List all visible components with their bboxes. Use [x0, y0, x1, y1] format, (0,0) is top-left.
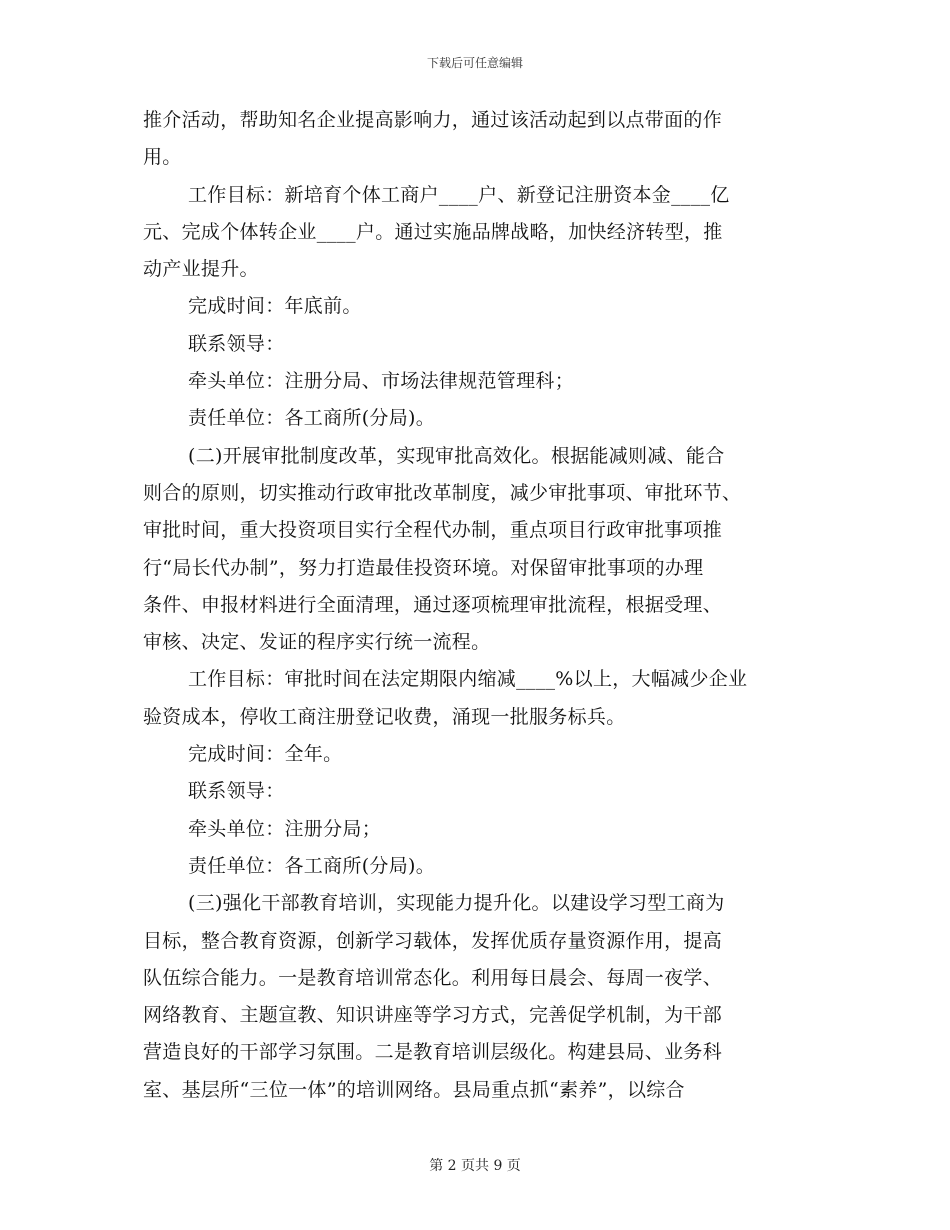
text-line: 室、基层所“三位一体”的培训网络。县局重点抓“素养”，以综合: [143, 1078, 685, 1101]
text-line: 工作目标：新培育个体工商户____户、新登记注册资本金____亿: [188, 183, 730, 206]
text-line: 则合的原则，切实推动行政审批改革制度，减少审批事项、审批环节、: [143, 481, 742, 504]
page-footer: 第 2 页共 9 页: [429, 1158, 521, 1174]
text-line: 动产业提升。: [143, 258, 259, 281]
text-line: 推介活动，帮助知名企业提高影响力，通过该活动起到以点带面的作: [143, 109, 723, 131]
text-line: 联系领导：: [188, 780, 285, 803]
text-line: 责任单位：各工商所(分局)。: [188, 854, 436, 877]
text-line: 验资成本，停收工商注册登记收费，涌现一批服务标兵。: [143, 705, 626, 728]
text-line: 网络教育、主题宣教、知识讲座等学习方式，完善促学机制，为干部: [143, 1004, 723, 1027]
text-line: 条件、申报材料进行全面清理，通过逐项梳理审批流程，根据受理、: [143, 593, 723, 616]
text-line: 队伍综合能力。一是教育培训常态化。利用每日晨会、每周一夜学、: [143, 966, 723, 989]
text-line: 用。: [143, 146, 182, 169]
document-body: [143, 102, 807, 1109]
text-line: 目标，整合教育资源，创新学习载体，发挥优质存量资源作用，提高: [143, 929, 723, 952]
text-line: 牵头单位：注册分局；: [188, 817, 382, 840]
text-line: 审批时间，重大投资项目实行全程代办制，重点项目行政审批事项推: [143, 519, 723, 542]
page-header: 下载后可任意编辑: [426, 56, 523, 70]
text-line: (二)开展审批制度改革，实现审批高效化。根据能减则减、能合: [188, 444, 725, 467]
text-line: 完成时间：全年。: [188, 743, 343, 766]
text-line: 元、完成个体转企业____户。通过实施品牌战略，加快经济转型，推: [143, 220, 723, 243]
text-line: 责任单位：各工商所(分局)。: [188, 407, 436, 430]
text-line: 行“局长代办制”，努力打造最佳投资环境。对保留审批事项的办理: [143, 556, 704, 579]
text-line: 完成时间：年底前。: [188, 295, 362, 318]
text-line: 工作目标：审批时间在法定期限内缩减____%以上，大幅减少企业: [188, 668, 748, 691]
text-line: 审核、决定、发证的程序实行统一流程。: [143, 631, 491, 654]
text-line: (三)强化干部教育培训，实现能力提升化。以建设学习型工商为: [188, 892, 725, 915]
text-line: 营造良好的干部学习氛围。二是教育培训层级化。构建县局、业务科: [143, 1041, 723, 1064]
text-line: 牵头单位：注册分局、市场法律规范管理科；: [188, 370, 575, 393]
text-line: 联系领导：: [188, 332, 285, 355]
